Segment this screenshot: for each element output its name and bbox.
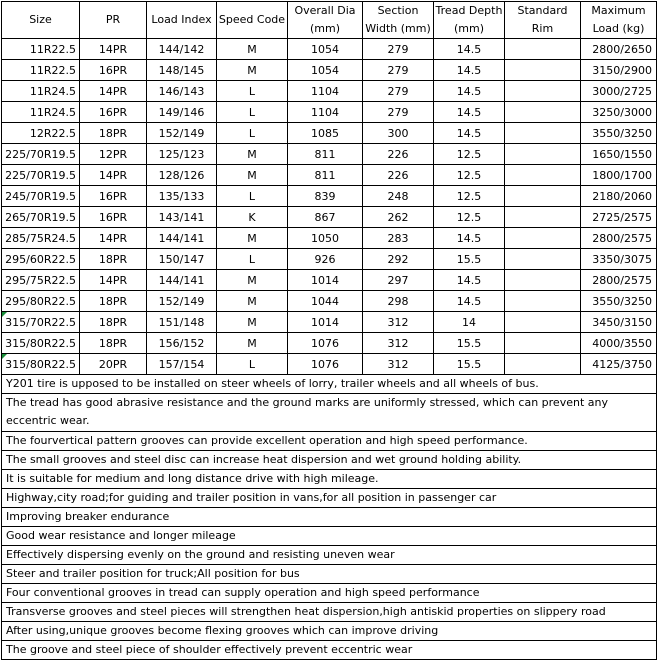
- cell-overall-dia: 1044: [288, 291, 363, 312]
- cell-load-index: 150/147: [147, 249, 217, 270]
- cell-standard-rim: [505, 228, 581, 249]
- cell-size: 295/60R22.5: [2, 249, 80, 270]
- header-overall-dia-line1: Overall Dia: [294, 4, 356, 17]
- cell-pr: 16PR: [80, 207, 147, 228]
- header-pr: PR: [80, 2, 147, 39]
- cell-max-load: 1650/1550: [581, 144, 657, 165]
- cell-size: 295/75R22.5: [2, 270, 80, 291]
- cell-max-load: 1800/1700: [581, 165, 657, 186]
- cell-size: 315/80R22.5: [2, 333, 80, 354]
- cell-overall-dia: 1085: [288, 123, 363, 144]
- cell-tread-depth: 12.5: [434, 144, 505, 165]
- cell-overall-dia: 926: [288, 249, 363, 270]
- cell-load-index: 144/141: [147, 228, 217, 249]
- cell-max-load: 4000/3550: [581, 333, 657, 354]
- header-size: Size: [2, 2, 80, 39]
- header-section-width-line1: Section: [377, 4, 419, 17]
- cell-max-load: 3150/2900: [581, 60, 657, 81]
- cell-overall-dia: 1054: [288, 39, 363, 60]
- cell-section-width: 279: [363, 39, 434, 60]
- note-text: Y201 tire is upposed to be installed on steer wheels of lorry, trailer wheels and all wheels of bus.: [2, 375, 657, 394]
- cell-overall-dia: 1104: [288, 81, 363, 102]
- cell-size: 225/70R19.5: [2, 165, 80, 186]
- note-text: The fourvertical pattern grooves can provide excellent operation and high speed performance.: [2, 432, 657, 451]
- note-row: [2, 603, 657, 622]
- cell-standard-rim: [505, 333, 581, 354]
- cell-overall-dia: 811: [288, 165, 363, 186]
- cell-overall-dia: 1076: [288, 333, 363, 354]
- note-text: Transverse grooves and steel pieces will strengthen heat dispersion,high antiskid properties on slippery road: [2, 603, 657, 622]
- cell-load-index: 146/143: [147, 81, 217, 102]
- table-row: [2, 186, 657, 207]
- cell-size: 12R22.5: [2, 123, 80, 144]
- note-row: [2, 546, 657, 565]
- cell-standard-rim: [505, 270, 581, 291]
- cell-tread-depth: 14.5: [434, 291, 505, 312]
- cell-speed-code: M: [217, 270, 288, 291]
- header-standard-rim: [505, 2, 581, 39]
- table-row: [2, 81, 657, 102]
- table-row: [2, 165, 657, 186]
- cell-tread-depth: 14: [434, 312, 505, 333]
- table-row: [2, 312, 657, 333]
- note-row: [2, 584, 657, 603]
- cell-tread-depth: 12.5: [434, 165, 505, 186]
- table-row: [2, 228, 657, 249]
- cell-load-index: 149/146: [147, 102, 217, 123]
- cell-pr: 18PR: [80, 249, 147, 270]
- cell-max-load: 2800/2575: [581, 270, 657, 291]
- cell-pr: 18PR: [80, 123, 147, 144]
- table-header: [2, 2, 657, 39]
- cell-standard-rim: [505, 60, 581, 81]
- cell-speed-code: L: [217, 81, 288, 102]
- cell-pr: 14PR: [80, 270, 147, 291]
- cell-standard-rim: [505, 186, 581, 207]
- cell-standard-rim: [505, 39, 581, 60]
- cell-tread-depth: 15.5: [434, 249, 505, 270]
- cell-section-width: 283: [363, 228, 434, 249]
- note-text: Steer and trailer position for truck;All position for bus: [2, 565, 657, 584]
- cell-pr: 14PR: [80, 39, 147, 60]
- cell-tread-depth: 15.5: [434, 354, 505, 375]
- feature-notes: [2, 375, 657, 660]
- note-text: Good wear resistance and longer mileage: [2, 527, 657, 546]
- note-text: Four conventional grooves in tread can supply operation and high speed performance: [2, 584, 657, 603]
- cell-tread-depth: 15.5: [434, 333, 505, 354]
- note-text: The small grooves and steel disc can increase heat dispersion and wet ground holding ability.: [2, 451, 657, 470]
- header-max-load-line1: Maximum: [591, 4, 646, 17]
- cell-load-index: 144/142: [147, 39, 217, 60]
- cell-pr: 16PR: [80, 102, 147, 123]
- cell-overall-dia: 811: [288, 144, 363, 165]
- cell-tread-depth: 14.5: [434, 228, 505, 249]
- cell-load-index: 148/145: [147, 60, 217, 81]
- cell-size: 245/70R19.5: [2, 186, 80, 207]
- cell-load-index: 143/141: [147, 207, 217, 228]
- cell-size: 11R24.5: [2, 102, 80, 123]
- cell-tread-depth: 14.5: [434, 39, 505, 60]
- cell-max-load: 2180/2060: [581, 186, 657, 207]
- cell-tread-depth: 14.5: [434, 102, 505, 123]
- header-tread-depth: [434, 2, 505, 39]
- cell-section-width: 279: [363, 102, 434, 123]
- cell-section-width: 312: [363, 354, 434, 375]
- cell-pr: 14PR: [80, 81, 147, 102]
- cell-tread-depth: 12.5: [434, 207, 505, 228]
- note-row: [2, 489, 657, 508]
- cell-pr: 16PR: [80, 186, 147, 207]
- cell-pr: 14PR: [80, 165, 147, 186]
- header-speed-code: Speed Code: [217, 2, 288, 39]
- cell-section-width: 292: [363, 249, 434, 270]
- cell-overall-dia: 867: [288, 207, 363, 228]
- cell-standard-rim: [505, 249, 581, 270]
- cell-tread-depth: 14.5: [434, 81, 505, 102]
- cell-max-load: 3350/3075: [581, 249, 657, 270]
- cell-pr: 18PR: [80, 291, 147, 312]
- cell-section-width: 279: [363, 81, 434, 102]
- cell-max-load: 3550/3250: [581, 291, 657, 312]
- cell-pr: 14PR: [80, 228, 147, 249]
- cell-standard-rim: [505, 81, 581, 102]
- table-row: [2, 102, 657, 123]
- cell-speed-code: K: [217, 207, 288, 228]
- cell-overall-dia: 1050: [288, 228, 363, 249]
- table-row: [2, 270, 657, 291]
- note-row: [2, 432, 657, 451]
- note-row: [2, 470, 657, 489]
- note-text: Highway,city road;for guiding and trailer position in vans,for all position in passenger car: [2, 489, 657, 508]
- cell-speed-code: L: [217, 123, 288, 144]
- cell-speed-code: L: [217, 354, 288, 375]
- header-section-width-line2: Width (mm): [365, 22, 431, 35]
- cell-max-load: 3250/3000: [581, 102, 657, 123]
- table-row: [2, 39, 657, 60]
- cell-speed-code: M: [217, 144, 288, 165]
- header-overall-dia-line2: (mm): [309, 22, 340, 35]
- cell-size: 295/80R22.5: [2, 291, 80, 312]
- header-overall-dia: [288, 2, 363, 39]
- spec-rows: [2, 39, 657, 375]
- cell-section-width: 279: [363, 60, 434, 81]
- cell-overall-dia: 839: [288, 186, 363, 207]
- cell-speed-code: M: [217, 312, 288, 333]
- header-standard-rim-line2: Rim: [531, 22, 554, 35]
- cell-standard-rim: [505, 144, 581, 165]
- cell-speed-code: M: [217, 228, 288, 249]
- cell-size: 315/70R22.5: [2, 312, 80, 333]
- note-text: Effectively dispersing evenly on the ground and resisting uneven wear: [2, 546, 657, 565]
- table-row: [2, 60, 657, 81]
- cell-load-index: 157/154: [147, 354, 217, 375]
- cell-size: 285/75R24.5: [2, 228, 80, 249]
- tire-spec-table: [1, 1, 657, 660]
- cell-standard-rim: [505, 165, 581, 186]
- cell-pr: 20PR: [80, 354, 147, 375]
- cell-max-load: 2725/2575: [581, 207, 657, 228]
- note-row: [2, 641, 657, 660]
- cell-section-width: 262: [363, 207, 434, 228]
- cell-standard-rim: [505, 207, 581, 228]
- cell-load-index: 152/149: [147, 123, 217, 144]
- cell-section-width: 298: [363, 291, 434, 312]
- note-row: [2, 375, 657, 394]
- cell-pr: 18PR: [80, 333, 147, 354]
- cell-speed-code: M: [217, 333, 288, 354]
- cell-load-index: 125/123: [147, 144, 217, 165]
- header-row: [2, 2, 657, 39]
- note-row: [2, 527, 657, 546]
- cell-load-index: 128/126: [147, 165, 217, 186]
- cell-overall-dia: 1014: [288, 270, 363, 291]
- note-row: [2, 394, 657, 432]
- note-text: Improving breaker endurance: [2, 508, 657, 527]
- cell-load-index: 151/148: [147, 312, 217, 333]
- cell-speed-code: L: [217, 186, 288, 207]
- cell-section-width: 312: [363, 312, 434, 333]
- cell-speed-code: L: [217, 102, 288, 123]
- cell-standard-rim: [505, 102, 581, 123]
- cell-max-load: 3000/2725: [581, 81, 657, 102]
- note-row: [2, 508, 657, 527]
- header-max-load: [581, 2, 657, 39]
- cell-standard-rim: [505, 291, 581, 312]
- cell-overall-dia: 1104: [288, 102, 363, 123]
- cell-standard-rim: [505, 312, 581, 333]
- table-row: [2, 333, 657, 354]
- cell-speed-code: M: [217, 165, 288, 186]
- cell-max-load: 2800/2575: [581, 228, 657, 249]
- cell-pr: 18PR: [80, 312, 147, 333]
- cell-tread-depth: 14.5: [434, 270, 505, 291]
- cell-section-width: 312: [363, 333, 434, 354]
- cell-max-load: 2800/2650: [581, 39, 657, 60]
- note-text: After using,unique grooves become flexing grooves which can improve driving: [2, 622, 657, 641]
- table-row: [2, 207, 657, 228]
- cell-size: 315/80R22.5: [2, 354, 80, 375]
- note-text: The tread has good abrasive resistance and the ground marks are uniformly stressed, which can prevent any eccentric wear.: [2, 394, 657, 432]
- cell-speed-code: L: [217, 249, 288, 270]
- cell-max-load: 3450/3150: [581, 312, 657, 333]
- cell-overall-dia: 1076: [288, 354, 363, 375]
- cell-overall-dia: 1054: [288, 60, 363, 81]
- cell-load-index: 152/149: [147, 291, 217, 312]
- note-row: [2, 622, 657, 641]
- cell-size: 11R24.5: [2, 81, 80, 102]
- cell-load-index: 135/133: [147, 186, 217, 207]
- cell-speed-code: M: [217, 291, 288, 312]
- cell-section-width: 297: [363, 270, 434, 291]
- cell-section-width: 226: [363, 144, 434, 165]
- cell-section-width: 248: [363, 186, 434, 207]
- cell-tread-depth: 14.5: [434, 123, 505, 144]
- header-tread-depth-line1: Tread Depth: [435, 4, 503, 17]
- cell-standard-rim: [505, 354, 581, 375]
- cell-section-width: 226: [363, 165, 434, 186]
- table-row: [2, 291, 657, 312]
- header-section-width: [363, 2, 434, 39]
- note-text: It is suitable for medium and long distance drive with high mileage.: [2, 470, 657, 489]
- cell-speed-code: M: [217, 60, 288, 81]
- cell-load-index: 144/141: [147, 270, 217, 291]
- cell-tread-depth: 12.5: [434, 186, 505, 207]
- cell-size: 225/70R19.5: [2, 144, 80, 165]
- header-max-load-line2: Load (kg): [592, 22, 645, 35]
- cell-size: 265/70R19.5: [2, 207, 80, 228]
- header-load-index: Load Index: [147, 2, 217, 39]
- cell-section-width: 300: [363, 123, 434, 144]
- table-row: [2, 354, 657, 375]
- cell-max-load: 4125/3750: [581, 354, 657, 375]
- cell-pr: 12PR: [80, 144, 147, 165]
- cell-max-load: 3550/3250: [581, 123, 657, 144]
- table-row: [2, 144, 657, 165]
- cell-load-index: 156/152: [147, 333, 217, 354]
- cell-overall-dia: 1014: [288, 312, 363, 333]
- cell-standard-rim: [505, 123, 581, 144]
- cell-tread-depth: 14.5: [434, 60, 505, 81]
- note-row: [2, 565, 657, 584]
- cell-speed-code: M: [217, 39, 288, 60]
- table-row: [2, 249, 657, 270]
- cell-pr: 16PR: [80, 60, 147, 81]
- table-row: [2, 123, 657, 144]
- cell-size: 11R22.5: [2, 60, 80, 81]
- cell-size: 11R22.5: [2, 39, 80, 60]
- note-text: The groove and steel piece of shoulder effectively prevent eccentric wear: [2, 641, 657, 660]
- header-tread-depth-line2: (mm): [453, 22, 484, 35]
- note-row: [2, 451, 657, 470]
- header-standard-rim-line1: Standard: [517, 4, 568, 17]
